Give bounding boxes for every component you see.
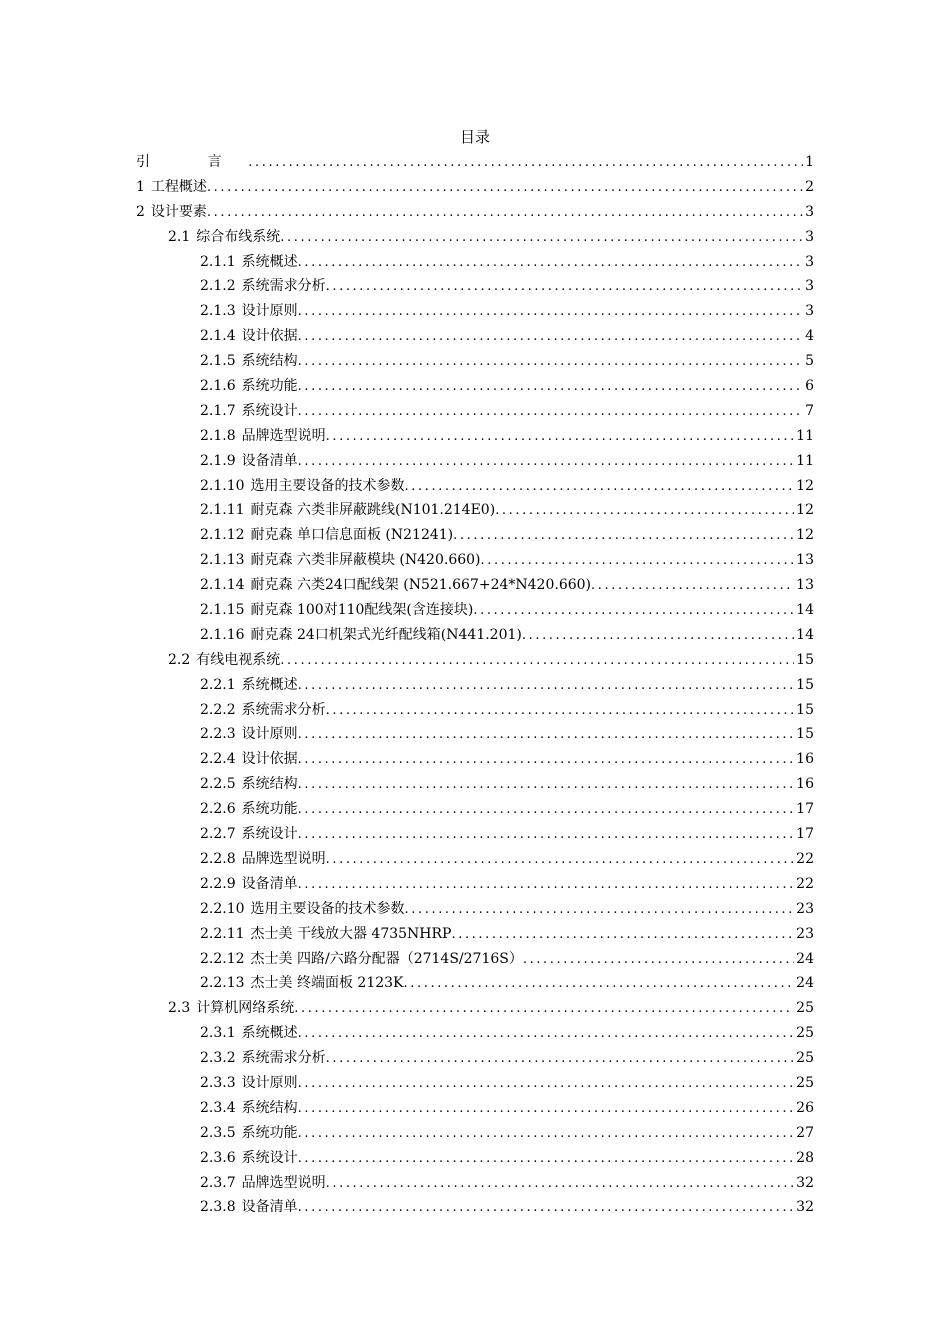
dot-leader <box>298 1022 795 1046</box>
toc-entry[interactable] <box>136 623 814 648</box>
toc-entry-title: 耐克森 24口机架式光纤配线箱(N441.201) <box>250 626 522 643</box>
toc-entry-page-number: 14 <box>796 602 814 619</box>
toc-entry-title: 设备清单 <box>241 875 298 892</box>
dot-leader <box>207 176 803 200</box>
toc-entry-number: 2.2.2 <box>200 701 236 718</box>
toc-entry[interactable] <box>136 175 814 200</box>
toc-entry[interactable] <box>136 324 814 349</box>
toc-entry-number: 2.3.3 <box>200 1074 236 1091</box>
dot-leader <box>298 450 795 474</box>
toc-entry-page-number: 15 <box>796 726 814 743</box>
toc-entry[interactable] <box>136 1121 814 1146</box>
dot-leader <box>298 748 795 772</box>
toc-entry-title: 系统需求分析 <box>241 1050 326 1067</box>
toc-entry-page-number: 5 <box>805 353 814 370</box>
toc-entry-title: 选用主要设备的技术参数 <box>250 900 405 917</box>
dot-leader <box>298 773 795 797</box>
toc-title: 目录 <box>459 128 490 146</box>
toc-entry[interactable] <box>136 897 814 922</box>
toc-entry-number: 1 <box>136 178 145 195</box>
toc-entry-page-number: 13 <box>796 577 814 594</box>
toc-entry-title: 系统设计 <box>241 402 298 419</box>
toc-entry[interactable] <box>136 548 814 573</box>
toc-entry-number: 2.3.7 <box>200 1174 236 1191</box>
dot-leader <box>280 649 794 673</box>
toc-entry-page-number: 3 <box>805 203 814 220</box>
toc-entry[interactable] <box>136 573 814 598</box>
toc-entry-number: 2.1.16 <box>200 626 245 643</box>
toc-entry-number: 2.2.1 <box>200 676 236 693</box>
toc-entry-page-number: 16 <box>796 751 814 768</box>
toc-entry-title: 设计依据 <box>241 751 298 768</box>
toc-entry-title: 杰士美 四路/六路分配器（2714S/2716S） <box>250 950 523 967</box>
toc-entry-number: 2.3.4 <box>200 1099 236 1116</box>
toc-entry[interactable] <box>136 822 814 847</box>
dot-leader <box>523 948 794 972</box>
dot-leader <box>495 499 794 523</box>
toc-entry[interactable] <box>136 250 814 275</box>
toc-entry-title: 系统概述 <box>241 253 298 270</box>
toc-entry-number: 2.2.13 <box>200 975 245 992</box>
toc-entry[interactable] <box>136 349 814 374</box>
toc-entry[interactable] <box>136 971 814 996</box>
toc-entry-number: 2.1.15 <box>200 602 245 619</box>
dot-leader <box>298 1097 795 1121</box>
toc-entry-title: 耐克森 六类非屏蔽跳线(N101.214E0) <box>250 502 496 519</box>
toc-entry-title: 系统功能 <box>241 378 298 395</box>
toc-entry[interactable] <box>136 1021 814 1046</box>
toc-entry-page-number: 25 <box>796 1050 814 1067</box>
toc-entry-page-number: 27 <box>796 1124 814 1141</box>
toc-entry-page-number: 1 <box>805 154 814 170</box>
dot-leader <box>451 923 794 947</box>
toc-entry-page-number: 13 <box>796 552 814 569</box>
toc-entry-number: 2.2.9 <box>200 875 236 892</box>
toc-entry-title: 耐克森 单口信息面板 (N21241) <box>250 527 454 544</box>
toc-entry-number: 2.2.7 <box>200 826 236 843</box>
toc-entry-page-number: 22 <box>796 850 814 867</box>
toc-entry[interactable] <box>136 449 814 474</box>
toc-entry-number: 2.2.11 <box>200 925 245 942</box>
toc-entry-title: 选用主要设备的技术参数 <box>250 477 405 494</box>
toc-entry-title: 设计原则 <box>241 303 298 320</box>
toc-entry-page-number: 16 <box>796 776 814 793</box>
toc-entry-page-number: 2 <box>805 178 814 195</box>
toc-entry-page-number: 3 <box>805 228 814 245</box>
toc-entry-title: 耐克森 100对110配线架(含连接块) <box>250 602 474 619</box>
toc-entry-title: 品牌选型说明 <box>241 1174 326 1191</box>
toc-entry[interactable] <box>136 598 814 623</box>
toc-entry-page-number: 11 <box>796 427 814 444</box>
toc-entry-page-number: 3 <box>805 303 814 320</box>
toc-entry-title: 有线电视系统 <box>196 651 281 668</box>
toc-entry-title: 系统结构 <box>241 1099 298 1116</box>
toc-entry[interactable] <box>136 698 814 723</box>
toc-entry-page-number: 25 <box>796 1074 814 1091</box>
toc-entry-page-number: 15 <box>796 701 814 718</box>
toc-entry-number: 2.1.14 <box>200 577 245 594</box>
toc-entry[interactable] <box>136 424 814 449</box>
toc-entry-title: 系统概述 <box>241 676 298 693</box>
toc-entry-number: 2.2.8 <box>200 850 236 867</box>
toc-entry-title: 系统结构 <box>241 776 298 793</box>
toc-entry-number: 2.1.12 <box>200 527 245 544</box>
toc-entry-page-number: 22 <box>796 875 814 892</box>
toc-entry-title: 设计原则 <box>241 1074 298 1091</box>
toc-entry-page-number: 23 <box>796 900 814 917</box>
toc-entry[interactable] <box>136 474 814 499</box>
toc-entry[interactable] <box>136 673 814 698</box>
dot-leader <box>326 275 803 299</box>
toc-entry[interactable] <box>136 797 814 822</box>
toc-entry-page-number: 25 <box>796 1000 814 1017</box>
toc-entry-title: 品牌选型说明 <box>241 427 326 444</box>
toc-entry-title: 品牌选型说明 <box>241 850 326 867</box>
dot-leader <box>298 300 803 324</box>
toc-entry[interactable] <box>136 1071 814 1096</box>
dot-leader <box>298 798 795 822</box>
toc-entry-page-number: 26 <box>796 1099 814 1116</box>
toc-entry-title: 系统设计 <box>241 1149 298 1166</box>
toc-entry[interactable] <box>136 299 814 324</box>
dot-leader <box>298 1147 795 1171</box>
toc-entry[interactable] <box>136 1096 814 1121</box>
toc-entry-page-number: 23 <box>796 925 814 942</box>
toc-entry-number: 2.2.5 <box>200 776 236 793</box>
dot-leader <box>298 723 795 747</box>
toc-entry-number: 2.2.3 <box>200 726 236 743</box>
toc-entry-number: 2.3.2 <box>200 1050 236 1067</box>
dot-leader <box>298 251 803 275</box>
toc-entry-title: 系统需求分析 <box>241 278 326 295</box>
dot-leader <box>294 997 794 1021</box>
toc-entry[interactable] <box>136 747 814 772</box>
dot-leader <box>298 350 803 374</box>
dot-leader <box>522 624 794 648</box>
toc-entry-number: 2.3.5 <box>200 1124 236 1141</box>
toc-entry-page-number: 32 <box>796 1174 814 1191</box>
toc-entry-number: 2.1.4 <box>200 328 236 345</box>
dot-leader <box>405 898 795 922</box>
dot-leader <box>298 823 795 847</box>
toc-entry-number: 2.3.1 <box>200 1025 236 1042</box>
toc-entry-number: 2.3.6 <box>200 1149 236 1166</box>
toc-entry-number: 2.3.8 <box>200 1199 236 1216</box>
toc-entry[interactable] <box>136 922 814 947</box>
toc-entry-number: 2.1.6 <box>200 378 236 395</box>
toc-entry-title: 耐克森 六类非屏蔽模块 (N420.660) <box>250 552 481 569</box>
toc-entry[interactable] <box>136 1046 814 1071</box>
toc-entry-title: 设计原则 <box>241 726 298 743</box>
toc-entry-page-number: 15 <box>796 651 814 668</box>
toc-entry-title: 设计依据 <box>241 328 298 345</box>
toc-entry[interactable] <box>136 200 814 225</box>
toc-entry-page-number: 12 <box>796 527 814 544</box>
toc-entry-number: 2.1.5 <box>200 353 236 370</box>
toc-entry-number: 2.2.4 <box>200 751 236 768</box>
toc-entry-page-number: 4 <box>805 328 814 345</box>
dot-leader <box>207 201 803 225</box>
toc-entry-page-number: 32 <box>796 1199 814 1216</box>
toc-entry[interactable] <box>136 399 814 424</box>
toc-entry-title: 杰士美 终端面板 2123K <box>250 975 404 992</box>
toc-entry[interactable] <box>136 772 814 797</box>
toc-entry-number: 2.1.11 <box>200 502 245 519</box>
toc-entry[interactable] <box>136 947 814 972</box>
toc-entry-number: 2.1.1 <box>200 253 236 270</box>
toc-entry-title: 设计要素 <box>150 203 207 220</box>
dot-leader <box>326 1047 795 1071</box>
dot-leader <box>298 674 795 698</box>
toc-entry-title: 计算机网络系统 <box>196 1000 295 1017</box>
toc-entry-title: 系统结构 <box>241 353 298 370</box>
toc-entry-number: 2.1.13 <box>200 552 245 569</box>
dot-leader <box>404 972 795 996</box>
toc-entry-page-number: 3 <box>805 278 814 295</box>
toc-entry-page-number: 3 <box>805 253 814 270</box>
dot-leader <box>326 425 795 449</box>
toc-list <box>136 150 814 1220</box>
toc-entry-title: 系统功能 <box>241 1124 298 1141</box>
toc-entry-number: 2.1 <box>168 228 191 245</box>
toc-entry[interactable] <box>136 648 814 673</box>
toc-entry[interactable] <box>136 996 814 1021</box>
dot-leader <box>298 375 803 399</box>
toc-entry-page-number: 24 <box>796 975 814 992</box>
toc-entry-number: 2 <box>136 203 145 220</box>
toc-entry-page-number: 14 <box>796 626 814 643</box>
toc-entry-number: 2.1.8 <box>200 427 236 444</box>
toc-entry[interactable] <box>136 1171 814 1196</box>
toc-entry-title: 设备清单 <box>241 1199 298 1216</box>
toc-entry[interactable] <box>136 523 814 548</box>
toc-entry-number: 2.2.12 <box>200 950 245 967</box>
dot-leader <box>298 400 803 424</box>
toc-entry-page-number: 17 <box>796 801 814 818</box>
dot-leader <box>405 475 795 499</box>
toc-entry-page-number: 12 <box>796 502 814 519</box>
dot-leader <box>481 549 795 573</box>
toc-entry-number: 2.1.2 <box>200 278 236 295</box>
dot-leader <box>473 599 794 623</box>
toc-entry-page-number: 12 <box>796 477 814 494</box>
toc-entry-title: 综合布线系统 <box>196 228 281 245</box>
dot-leader <box>326 699 795 723</box>
toc-entry-number: 2.1.9 <box>200 452 236 469</box>
toc-entry-title: 系统需求分析 <box>241 701 326 718</box>
dot-leader <box>298 1196 795 1220</box>
toc-entry-number: 2.2 <box>168 651 191 668</box>
dot-leader <box>298 1122 795 1146</box>
toc-entry-number: 2.2.6 <box>200 801 236 818</box>
toc-entry[interactable] <box>136 150 814 175</box>
toc-entry-page-number: 17 <box>796 826 814 843</box>
toc-entry[interactable] <box>136 274 814 299</box>
toc-entry-number: 2.1.10 <box>200 477 245 494</box>
toc-entry-page-number: 15 <box>796 676 814 693</box>
toc-entry[interactable] <box>136 498 814 523</box>
toc-entry-title: 杰士美 干线放大器 4735NHRP <box>250 925 452 942</box>
toc-entry-title: 工程概述 <box>150 178 207 195</box>
toc-entry[interactable] <box>136 225 814 250</box>
toc-entry[interactable] <box>136 1146 814 1171</box>
dot-leader <box>298 873 795 897</box>
toc-entry-page-number: 28 <box>796 1149 814 1166</box>
toc-entry-title: 引 言 <box>136 154 249 170</box>
toc-entry[interactable] <box>136 1195 814 1220</box>
toc-entry[interactable] <box>136 847 814 872</box>
dot-leader <box>591 574 794 598</box>
toc-entry-title: 耐克森 六类24口配线架 (N521.667+24*N420.660) <box>250 577 592 594</box>
toc-entry-number: 2.1.3 <box>200 303 236 320</box>
toc-entry-title: 设备清单 <box>241 452 298 469</box>
dot-leader <box>298 325 803 349</box>
dot-leader <box>326 848 795 872</box>
toc-entry-title: 系统概述 <box>241 1025 298 1042</box>
toc-entry-number: 2.3 <box>168 1000 191 1017</box>
toc-entry-page-number: 25 <box>796 1025 814 1042</box>
toc-entry[interactable] <box>136 722 814 747</box>
toc-entry-title: 系统功能 <box>241 801 298 818</box>
toc-entry-page-number: 24 <box>796 950 814 967</box>
toc-entry[interactable] <box>136 872 814 897</box>
dot-leader <box>453 524 794 548</box>
toc-entry-page-number: 7 <box>805 402 814 419</box>
toc-entry-number: 2.2.10 <box>200 900 245 917</box>
dot-leader <box>298 1072 795 1096</box>
toc-entry-title: 系统设计 <box>241 826 298 843</box>
toc-entry-page-number: 6 <box>805 378 814 395</box>
toc-entry[interactable] <box>136 374 814 399</box>
toc-entry-page-number: 11 <box>796 452 814 469</box>
toc-entry-number: 2.1.7 <box>200 402 236 419</box>
dot-leader <box>280 226 803 250</box>
dot-leader <box>326 1172 795 1196</box>
dot-leader <box>248 151 803 175</box>
